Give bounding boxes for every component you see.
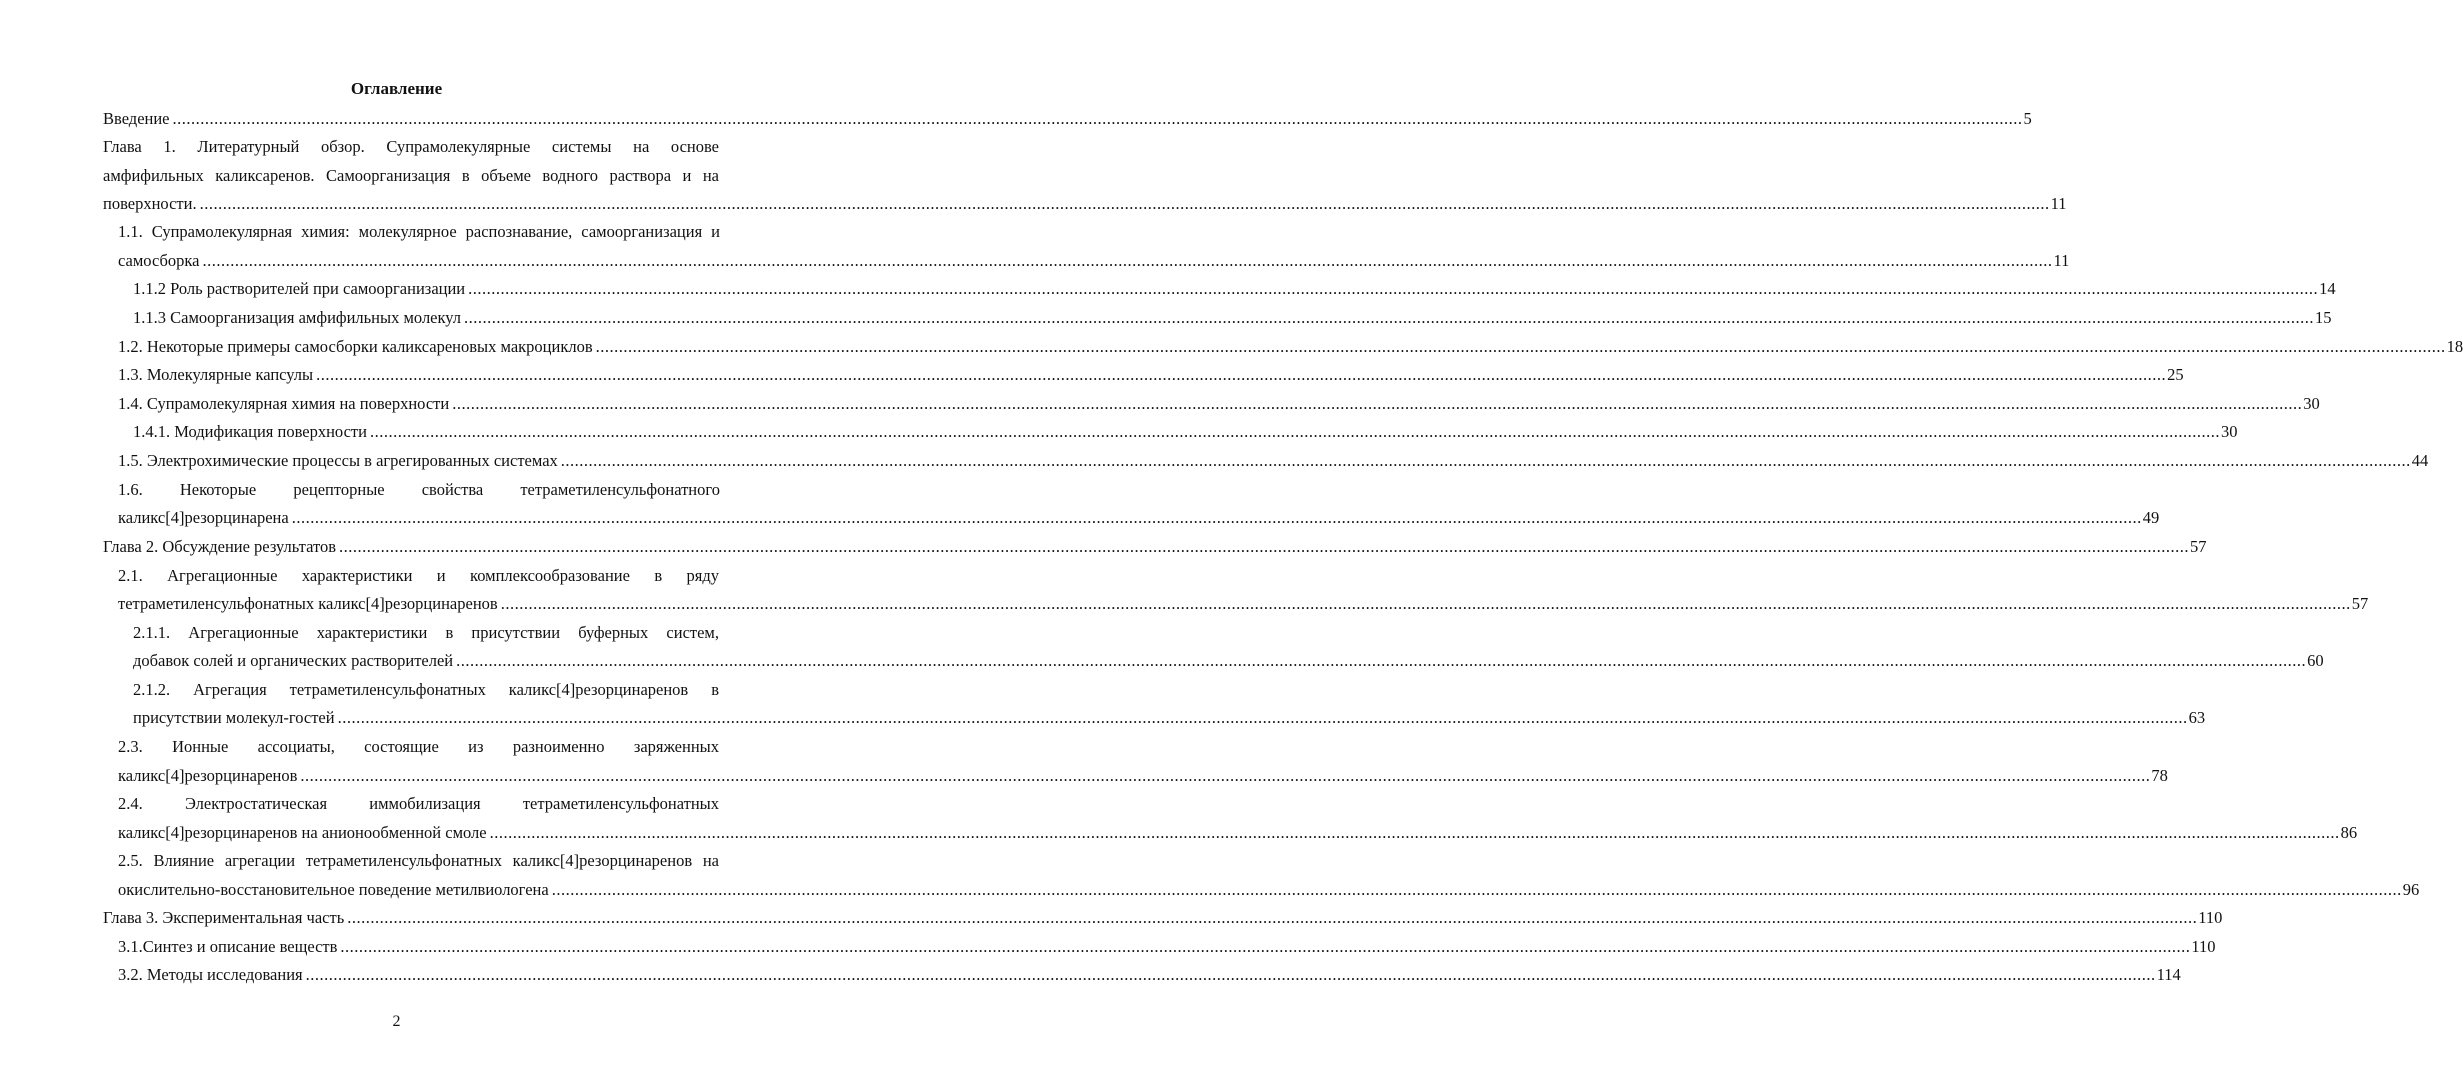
toc-entry-title: 1.3. Молекулярные капсулы [118,365,314,384]
toc-entry-ch3[interactable] [103,908,2223,928]
toc-entry-title: Глава 3. Экспериментальная часть [103,908,345,927]
toc-entry-title: 1.4. Супрамолекулярная химия на поверхности [118,394,450,413]
toc-page-number: 63 [2188,708,2206,727]
toc-entry-s1-3[interactable] [118,365,2184,385]
toc-entry-s1-4-1[interactable] [133,422,2238,442]
toc-entry-ch1-line2[interactable]: амфифильных каликсаренов. Самоорганизация в объеме водного раствора и на [103,166,719,185]
toc-entry-title: 1.1.2 Роль растворителей при самоорганизации [133,279,466,298]
toc-page-number: 57 [2190,537,2207,556]
toc-entry-s2-1-2[interactable] [133,708,2206,728]
toc-entry-title: 1.2. Некоторые примеры самосборки каликсареновых макроциклов [118,337,593,356]
toc-entry-s1-1-2[interactable] [133,279,2336,299]
leader-dots: ................................................................................................................................................................................................................................................................................................................................................................................................................ [305,965,2156,984]
toc-page-number: 15 [2315,308,2332,327]
toc-entry-title: Введение [103,109,170,128]
toc-entry-s1-6-line1[interactable]: 1.6. Некоторые рецепторные свойства тетраметиленсульфонатного [118,480,720,499]
leader-dots: ................................................................................................................................................................................................................................................................................................................................................................................................................ [347,908,2198,927]
leader-dots: ................................................................................................................................................................................................................................................................................................................................................................................................................ [316,365,2167,384]
toc-entry-s2-5-line1[interactable]: 2.5. Влияние агрегации тетраметиленсульфонатных каликс[4]резорцинаренов на [118,851,719,870]
toc-entry-s2-5[interactable] [118,880,2420,900]
toc-page-number: 30 [2303,394,2320,413]
toc-page-number: 110 [2191,937,2216,956]
toc-entry-title: каликс[4]резорцинаренов [118,766,298,785]
toc-entry-s2-4[interactable] [118,823,2358,843]
toc-entry-title: 1.4.1. Модификация поверхности [133,422,367,441]
toc-entry-title: каликс[4]резорцинаренов на анионообменной смоле [118,823,487,842]
toc-entry-title: каликс[4]резорцинарена [118,508,289,527]
leader-dots: ................................................................................................................................................................................................................................................................................................................................................................................................................ [339,537,2189,556]
page-number: 2 [392,1013,401,1030]
toc-entry-s1-4[interactable] [118,394,2320,414]
toc-page-number: 44 [2411,451,2429,470]
leader-dots: ................................................................................................................................................................................................................................................................................................................................................................................................................ [489,823,2340,842]
leader-dots: ................................................................................................................................................................................................................................................................................................................................................................................................................ [456,651,2307,670]
toc-entry-ch1-line1[interactable]: Глава 1. Литературный обзор. Супрамолекулярные системы на основе [103,137,719,156]
toc-entry-s3-1[interactable] [118,937,2216,957]
leader-dots: ................................................................................................................................................................................................................................................................................................................................................................................................................ [551,880,2402,899]
toc-entry-title: 1.5. Электрохимические процессы в агрегированных системах [118,451,558,470]
leader-dots: ................................................................................................................................................................................................................................................................................................................................................................................................................ [291,508,2142,527]
leader-dots: ................................................................................................................................................................................................................................................................................................................................................................................................................ [595,337,2446,356]
toc-entry-intro[interactable] [103,109,2032,129]
leader-dots: ................................................................................................................................................................................................................................................................................................................................................................................................................ [369,422,2220,441]
toc-page-number: 14 [2319,279,2336,298]
toc-page-number: 25 [2167,365,2184,384]
leader-dots: ................................................................................................................................................................................................................................................................................................................................................................................................................ [337,708,2188,727]
toc-entry-s2-1-2-line1[interactable]: 2.1.2. Агрегация тетраметиленсульфонатных каликс[4]резорцинаренов в [133,680,719,699]
toc-page-number: 114 [2156,965,2181,984]
toc-page-number: 96 [2402,880,2420,899]
leader-dots: ................................................................................................................................................................................................................................................................................................................................................................................................................ [340,937,2191,956]
toc-entry-s1-1-3[interactable] [133,308,2332,328]
toc-entry-s2-3[interactable] [118,766,2168,786]
toc-page-number: 11 [2053,251,2070,270]
leader-dots: ................................................................................................................................................................................................................................................................................................................................................................................................................ [199,194,2050,213]
toc-entry-s2-4-line1[interactable]: 2.4. Электростатическая иммобилизация тетраметиленсульфонатных [118,794,719,813]
leader-dots: ................................................................................................................................................................................................................................................................................................................................................................................................................ [468,279,2319,298]
toc-entry-s1-6[interactable] [118,508,2160,528]
toc-page-number: 49 [2142,508,2160,527]
toc-entry-title: 1.1.3 Самоорганизация амфифильных молекул [133,308,462,327]
leader-dots: ................................................................................................................................................................................................................................................................................................................................................................................................................ [300,766,2151,785]
toc-page-number: 18 [2446,337,2463,356]
toc-page-number: 60 [2307,651,2324,670]
toc-entry-title: тетраметиленсульфонатных каликс[4]резорцинаренов [118,594,498,613]
leader-dots: ................................................................................................................................................................................................................................................................................................................................................................................................................ [172,109,2023,128]
toc-entry-s1-1-line1[interactable]: 1.1. Супрамолекулярная химия: молекулярное распознавание, самоорганизация и [118,222,720,241]
leader-dots: ................................................................................................................................................................................................................................................................................................................................................................................................................ [500,594,2351,613]
toc-page-number: 78 [2151,766,2168,785]
toc-page-number: 110 [2198,908,2223,927]
toc-entry-ch1[interactable] [103,194,2067,214]
page-title: Оглавление [350,79,443,98]
toc-entry-s2-1-1-line1[interactable]: 2.1.1. Агрегационные характеристики в присутствии буферных систем, [133,623,719,642]
toc-entry-title: добавок солей и органических растворителей [133,651,454,670]
toc-entry-title: 3.1.Синтез и описание веществ [118,937,338,956]
toc-page-number: 5 [2023,109,2032,128]
leader-dots: ................................................................................................................................................................................................................................................................................................................................................................................................................ [452,394,2303,413]
toc-page-number: 30 [2220,422,2238,441]
leader-dots: ................................................................................................................................................................................................................................................................................................................................................................................................................ [560,451,2411,470]
toc-entry-ch2[interactable] [103,537,2207,557]
toc-entry-s2-3-line1[interactable]: 2.3. Ионные ассоциаты, состоящие из разноименно заряженных [118,737,719,756]
leader-dots: ................................................................................................................................................................................................................................................................................................................................................................................................................ [202,251,2053,270]
toc-page-number: 11 [2050,194,2067,213]
leader-dots: ................................................................................................................................................................................................................................................................................................................................................................................................................ [464,308,2315,327]
toc-entry-s1-1[interactable] [118,251,2070,271]
toc-page-number: 86 [2340,823,2358,842]
toc-entry-s2-1[interactable] [118,594,2369,614]
toc-entry-title: самосборка [118,251,200,270]
toc-entry-title: Глава 2. Обсуждение результатов [103,537,336,556]
toc-page-number: 57 [2351,594,2369,613]
toc-entry-title: окислительно-восстановительное поведение метилвиологена [118,880,549,899]
toc-entry-s3-2[interactable] [118,965,2181,985]
toc-entry-title: поверхности. [103,194,197,213]
toc-entry-title: 3.2. Методы исследования [118,965,303,984]
toc-entry-title: присутствии молекул-гостей [133,708,335,727]
toc-entry-s2-1-1[interactable] [133,651,2324,671]
toc-entry-s2-1-line1[interactable]: 2.1. Агрегационные характеристики и комплексообразование в ряду [118,566,719,585]
toc-entry-s1-2[interactable] [118,337,2463,357]
toc-entry-s1-5[interactable] [118,451,2429,471]
